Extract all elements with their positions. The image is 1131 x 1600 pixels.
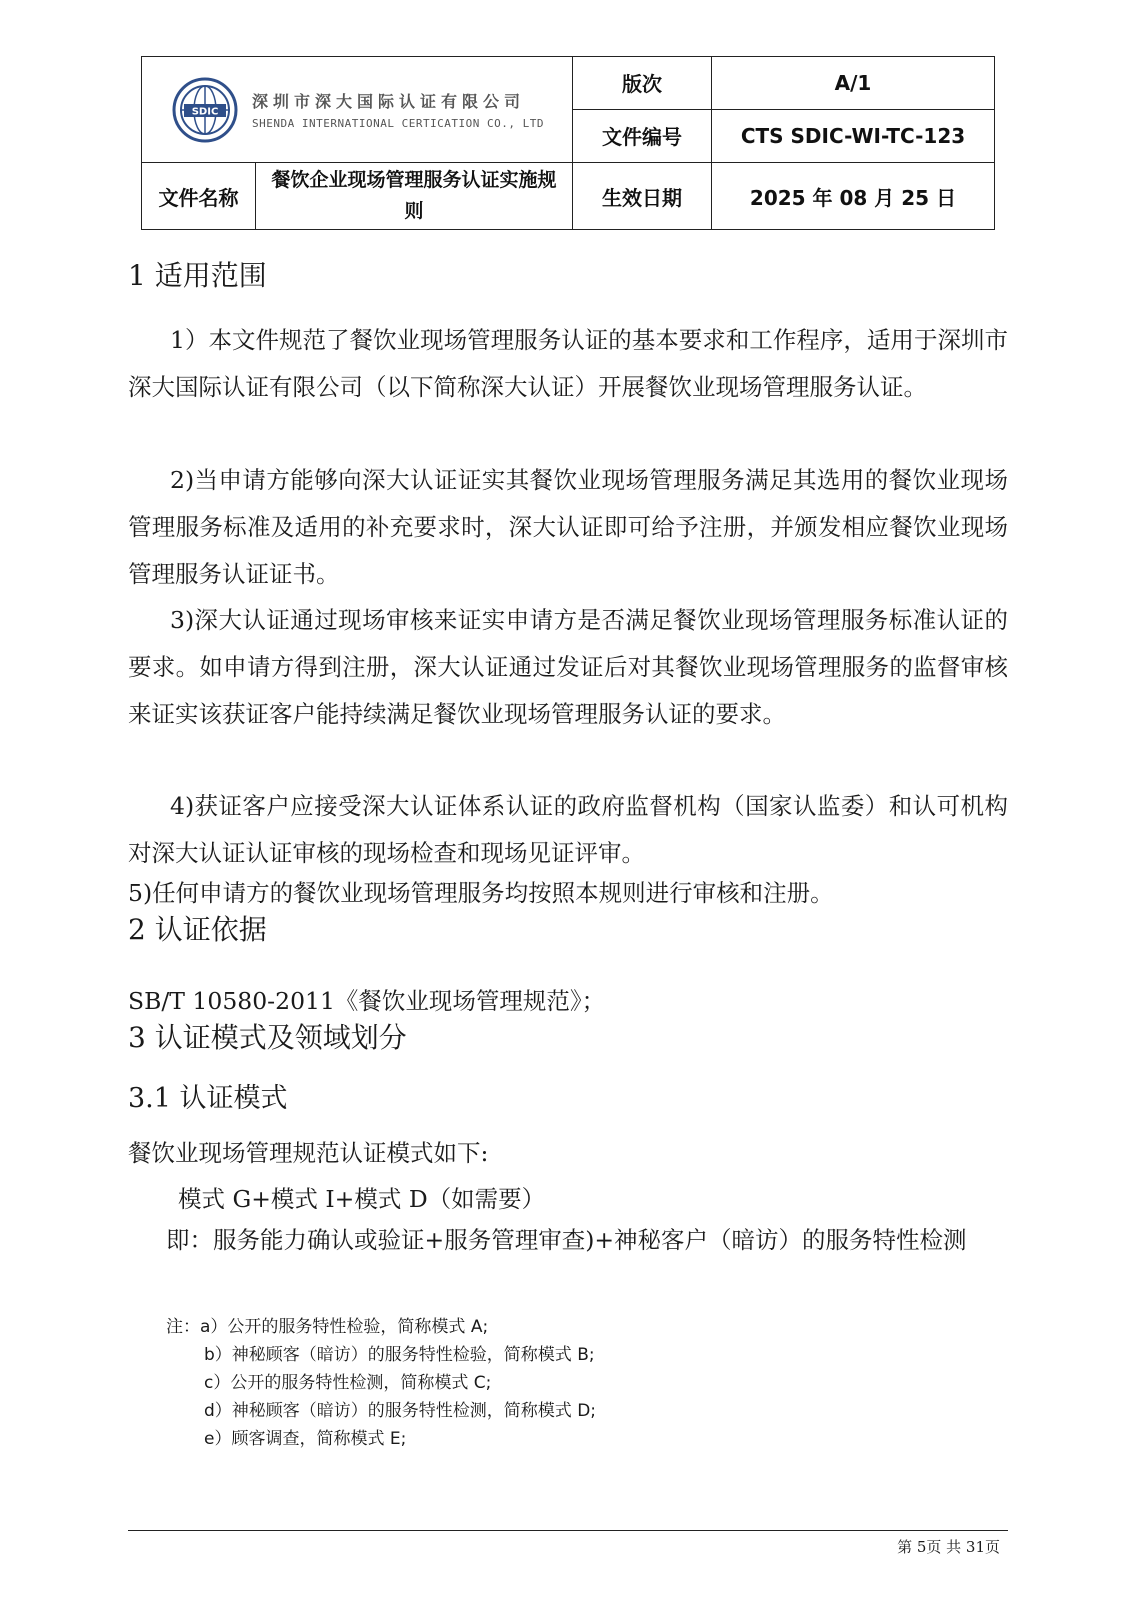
section-2-title: 2 认证依据 [128,913,267,946]
section-3-1-mode: 模式 G+模式 I+模式 D（如需要） [178,1185,546,1213]
version-label: 版次 [573,57,712,110]
section-3-1-intro: 餐饮业现场管理规范认证模式如下: [128,1139,489,1167]
company-name-en: SHENDA INTERNATIONAL CERTICATION CO., LTD [252,117,545,130]
section-3-1-title: 3.1 认证模式 [128,1083,288,1114]
version-value: A/1 [712,57,995,110]
section-3-title: 3 认证模式及领域划分 [128,1021,407,1054]
doc-name-label: 文件名称 [142,163,256,230]
document-header-table [141,56,995,230]
effective-date-value: 2025 年 08 月 25 日 [712,163,995,230]
section-1-paragraph-3: 3)深大认证通过现场审核来证实申请方是否满足餐饮业现场管理服务标准认证的要求。如申请方得到注册，深大认证通过发证后对其餐饮业现场管理服务的监督审核来证实该获证客户能持续满足餐饮业现场管理服务认证的要求。 [128,606,1008,728]
note-item: c）公开的服务特性检测，简称模式 C; [204,1373,492,1393]
company-logo-cell [142,57,573,163]
company-logo [170,75,570,145]
globe-logo-icon [170,75,240,145]
logo-text: SDIC [191,106,219,118]
footer-divider [128,1530,1008,1531]
note-item: d）神秘顾客（暗访）的服务特性检测，简称模式 D; [204,1401,597,1421]
doc-name-value: 餐饮企业现场管理服务认证实施规则 [256,163,573,230]
section-2-standard: SB/T 10580-2011《餐饮业现场管理规范》； [128,987,606,1015]
note-item: b）神秘顾客（暗访）的服务特性检验，简称模式 B; [204,1345,595,1365]
section-1-paragraph-2: 2)当申请方能够向深大认证证实其餐饮业现场管理服务满足其选用的餐饮业现场管理服务标准及适用的补充要求时，深大认证即可给予注册，并颁发相应餐饮业现场管理服务认证证书。 [128,466,1008,588]
page-number: 第 5页 共 31页 [897,1538,1000,1556]
doc-number-label: 文件编号 [573,109,712,163]
doc-number-value: CTS SDIC-WI-TC-123 [712,109,995,163]
effective-date-label: 生效日期 [573,163,712,230]
section-1-title: 1 适用范围 [128,259,267,292]
section-3-1-explanation: 即：服务能力确认或验证+服务管理审查)+神秘客户（暗访）的服务特性检测 [166,1226,967,1254]
section-1-paragraph-4: 4)获证客户应接受深大认证体系认证的政府监督机构（国家认监委）和认可机构对深大认证认证审核的现场检查和现场见证评审。 [128,792,1008,867]
section-1-paragraph-1: 1）本文件规范了餐饮业现场管理服务认证的基本要求和工作程序，适用于深圳市深大国际认证有限公司（以下简称深大认证）开展餐饮业现场管理服务认证。 [128,326,1008,401]
note-item: 注：a）公开的服务特性检验，简称模式 A; [166,1317,489,1337]
section-1-paragraph-5: 5)任何申请方的餐饮业现场管理服务均按照本规则进行审核和注册。 [128,879,834,907]
company-name-cn: 深圳市深大国际认证有限公司 [252,92,526,111]
note-item: e）顾客调查，简称模式 E; [204,1429,407,1449]
